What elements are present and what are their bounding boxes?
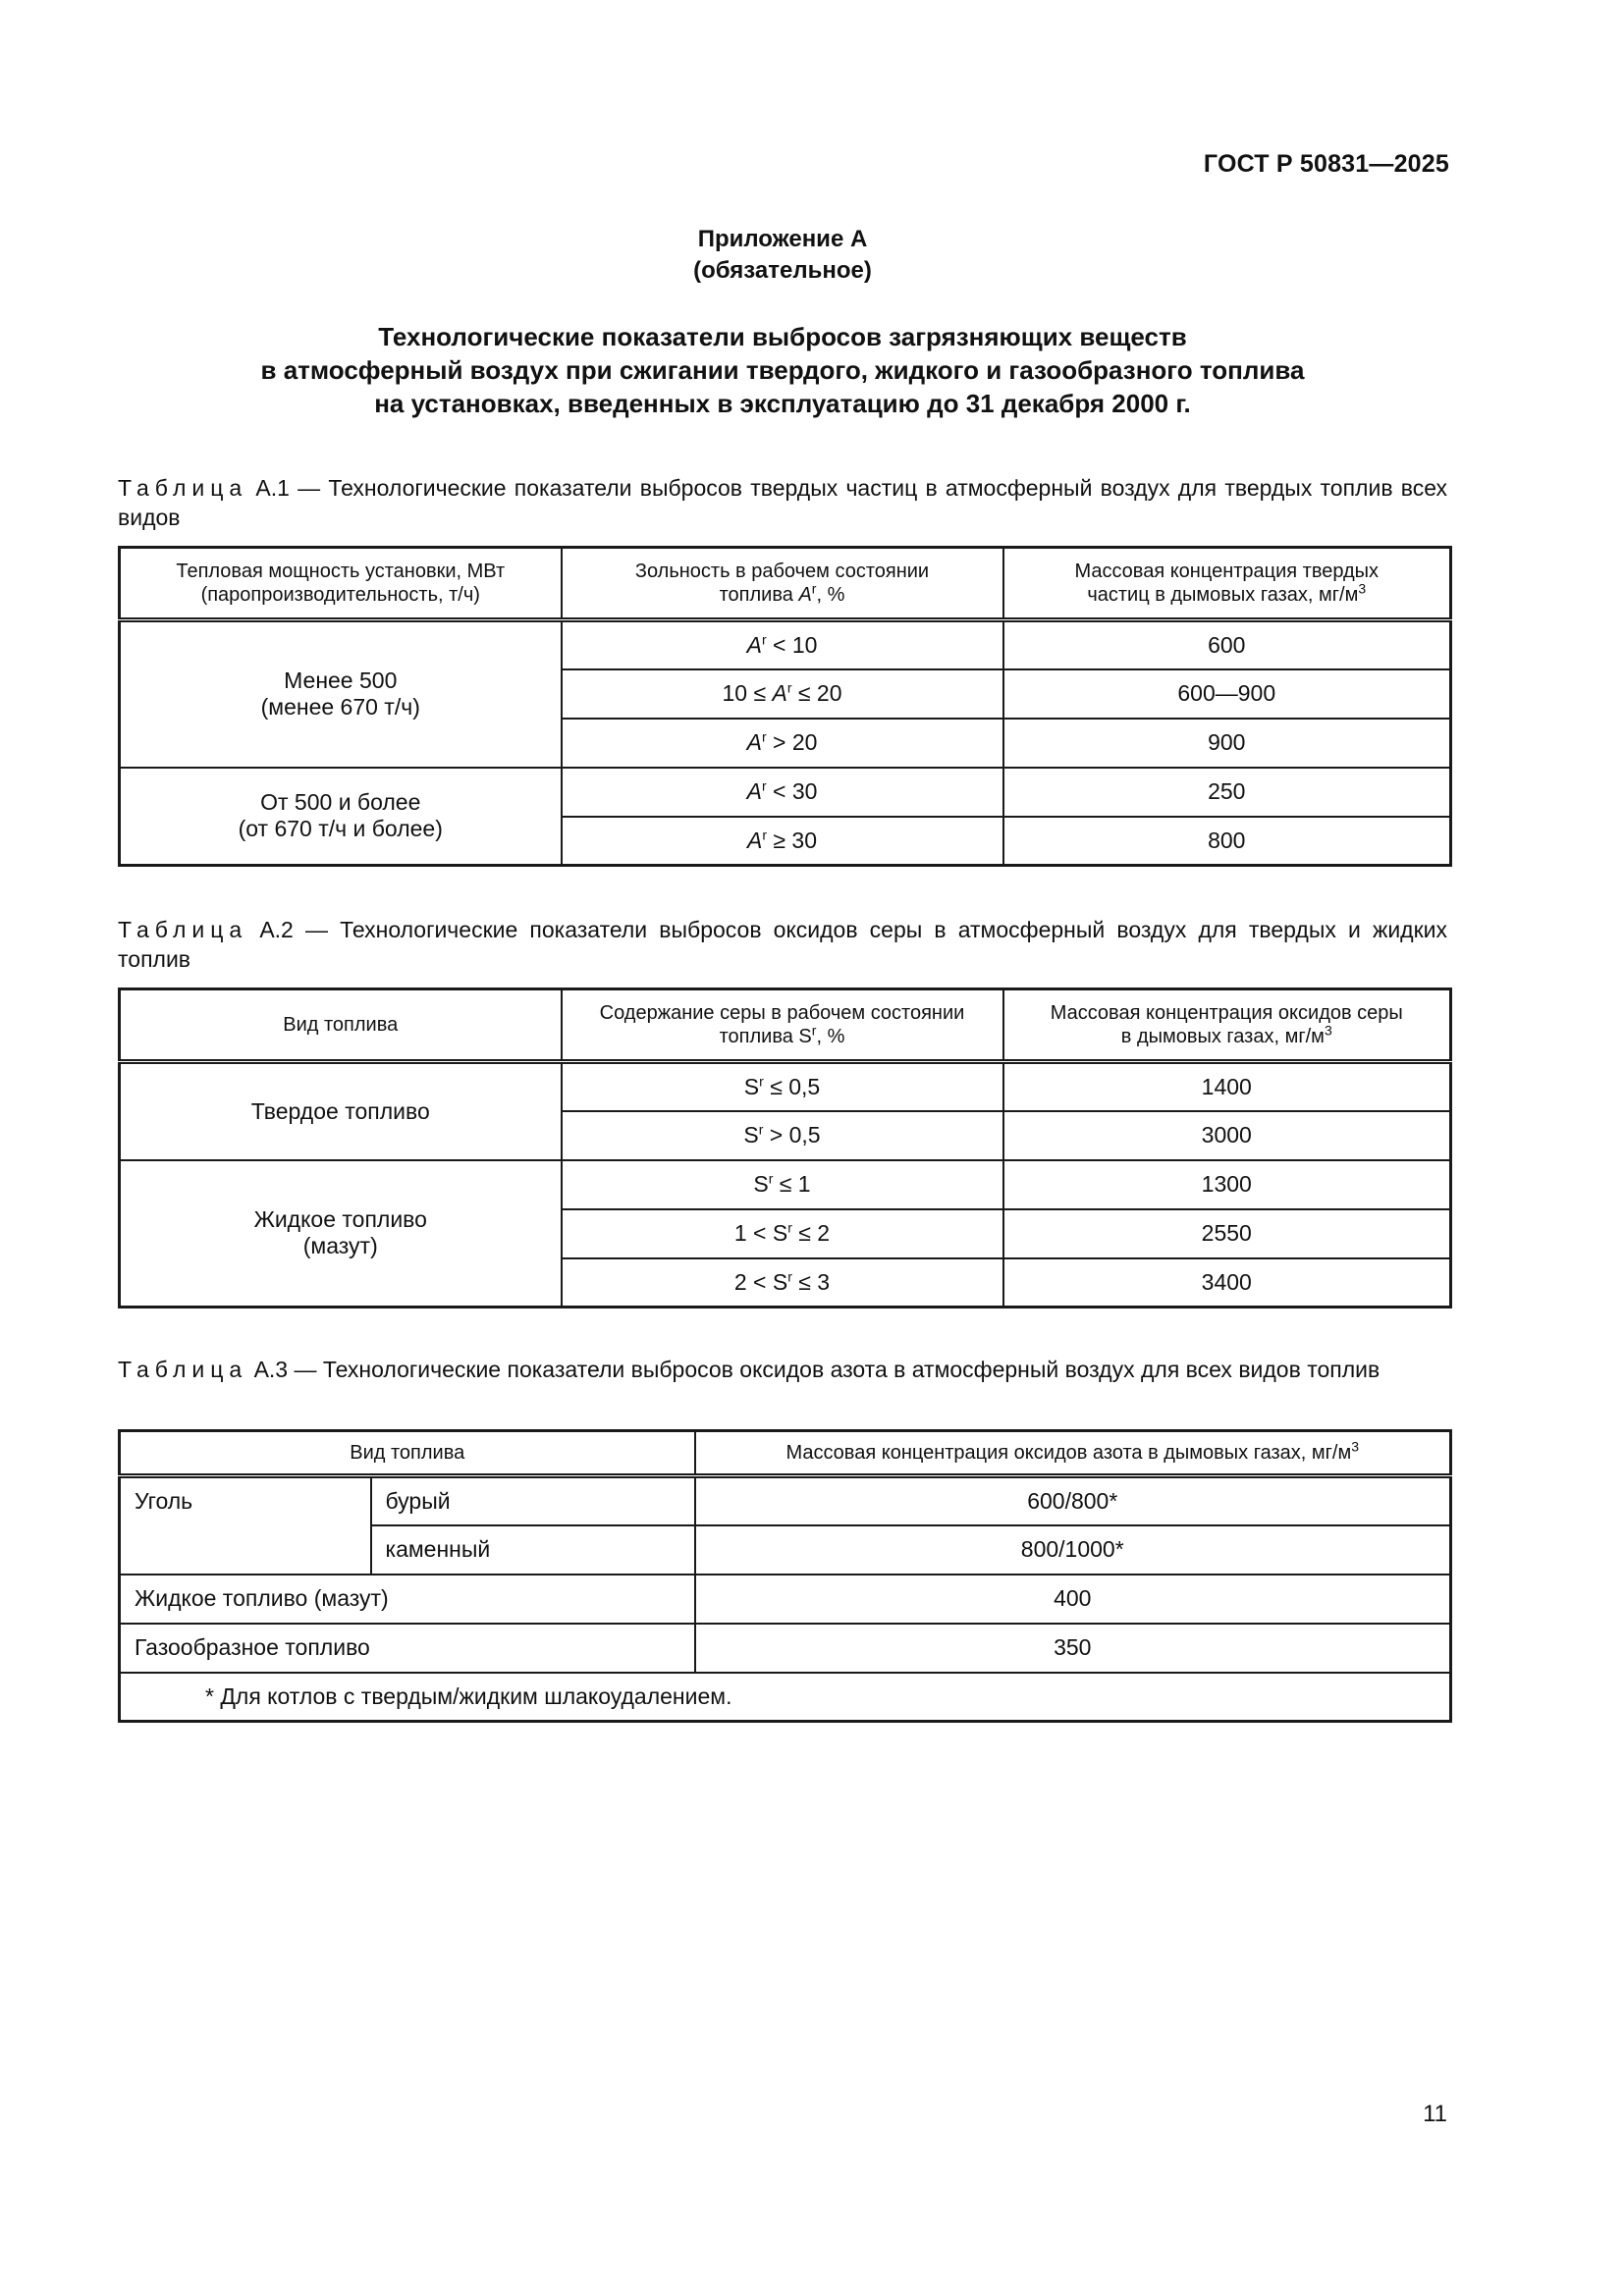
page-number: 11 — [1423, 2101, 1447, 2127]
cell-symbol: A — [746, 778, 762, 804]
value-cell: 600/800* — [695, 1476, 1451, 1525]
cell-symbol: A — [746, 631, 762, 658]
header-cell — [120, 989, 562, 1062]
cell-text: ≤ 2 — [791, 1220, 831, 1246]
annex-status: (обязательное) — [693, 257, 872, 284]
cell-text: (мазут) — [302, 1233, 378, 1259]
annex-heading-line: Технологические показатели выбросов загрязняющих веществ — [378, 322, 1187, 351]
sulfur-cell — [562, 1062, 1003, 1111]
fuel-cell — [120, 1062, 562, 1160]
header-cell — [1003, 989, 1451, 1062]
cell-superscript: r — [761, 777, 767, 794]
header-superscript: r — [811, 580, 817, 597]
cell-superscript: r — [758, 1121, 764, 1138]
value-cell: 400 — [695, 1575, 1451, 1624]
cell-text: 1 < S — [733, 1220, 788, 1246]
table-label: Таблица — [118, 475, 248, 501]
table-a1 — [118, 546, 1452, 867]
header-text: Вид топлива — [283, 1014, 399, 1036]
cell-superscript: r — [787, 1219, 792, 1236]
header-text: , % — [816, 1026, 845, 1047]
header-cell — [562, 989, 1003, 1062]
table-row — [120, 1624, 1451, 1673]
header-text: , % — [816, 584, 845, 606]
header-text: частиц в дымовых газах, мг/м — [1087, 584, 1359, 606]
cell-text: Жидкое топливо — [253, 1206, 427, 1233]
table-row — [120, 1575, 1451, 1624]
ash-cell — [562, 620, 1003, 669]
cell-text: S — [743, 1122, 759, 1148]
table-a3 — [118, 1429, 1452, 1723]
capacity-cell — [120, 768, 562, 866]
cell-text: S — [753, 1171, 769, 1197]
value-cell: 3400 — [1003, 1258, 1451, 1308]
value-cell: 600—900 — [1003, 669, 1451, 719]
cell-text: 2 < S — [733, 1268, 788, 1295]
cell-text: > 0,5 — [763, 1122, 821, 1148]
cell-superscript: r — [761, 728, 767, 745]
header-text: Содержание серы в рабочем состоянии — [599, 1002, 965, 1024]
ash-cell — [562, 669, 1003, 719]
header-text: Массовая концентрация оксидов азота в дымовых газах, мг/м — [785, 1442, 1352, 1464]
cell-text: (от 670 т/ч и более) — [238, 816, 443, 842]
header-symbol: A — [798, 584, 812, 606]
header-cell — [695, 1431, 1451, 1476]
header-text: (паропроизводительность, т/ч) — [200, 584, 480, 606]
coal-type-cell: каменный — [371, 1525, 695, 1575]
table-row — [120, 620, 1451, 669]
header-superscript: r — [811, 1022, 817, 1039]
value-cell: 800 — [1003, 817, 1451, 866]
value-cell: 3000 — [1003, 1111, 1451, 1160]
header-text: топлива — [719, 584, 799, 606]
value-cell: 2550 — [1003, 1209, 1451, 1258]
ash-cell — [562, 817, 1003, 866]
cell-symbol: A — [772, 680, 787, 706]
cell-symbol: A — [746, 729, 762, 755]
fuel-cell — [120, 1160, 562, 1308]
ash-cell — [562, 719, 1003, 768]
annex-heading-line: на установках, введенных в эксплуатацию до 31 декабря 2000 г. — [374, 389, 1191, 418]
value-cell: 900 — [1003, 719, 1451, 768]
cell-superscript: r — [761, 631, 767, 648]
fuel-cell: Жидкое топливо (мазут) — [120, 1575, 695, 1624]
standard-code: ГОСТ Р 50831—2025 — [1203, 150, 1449, 178]
value-cell: 350 — [695, 1624, 1451, 1673]
cell-superscript: r — [786, 679, 792, 696]
header-text: Тепловая мощность установки, МВт — [176, 561, 506, 582]
header-text: Массовая концентрация оксидов серы — [1050, 1002, 1403, 1024]
header-cell — [120, 548, 562, 620]
cell-text: ≤ 0,5 — [763, 1073, 821, 1099]
annex-heading — [118, 320, 1447, 420]
header-superscript: 3 — [1358, 580, 1367, 597]
table-caption-text: А.3 — Технологические показатели выбросов оксидов азота в атмосферный воздух для всех видов топлив — [253, 1357, 1380, 1382]
table-row — [120, 1476, 1451, 1525]
table-caption-text: А.2 — Технологические показатели выбросов оксидов серы в атмосферный воздух для твердых и жидких топлив — [118, 917, 1448, 972]
table-row — [120, 1062, 1451, 1111]
header-cell — [120, 1431, 695, 1476]
fuel-cell: Газообразное топливо — [120, 1624, 695, 1673]
cell-text: ≤ 3 — [791, 1268, 831, 1295]
table-footnote: * Для котлов с твердым/жидким шлакоудалением. — [120, 1673, 1451, 1722]
value-cell: 1400 — [1003, 1062, 1451, 1111]
cell-text: < 10 — [766, 631, 818, 658]
cell-superscript: r — [768, 1170, 774, 1187]
sulfur-cell — [562, 1111, 1003, 1160]
cell-text: Твердое топливо — [250, 1097, 430, 1124]
table-label: Таблица — [118, 917, 248, 942]
header-cell — [562, 548, 1003, 620]
header-superscript: 3 — [1351, 1438, 1360, 1455]
capacity-cell — [120, 620, 562, 768]
header-text: Зольность в рабочем состоянии — [634, 561, 930, 582]
table-a1-caption — [118, 473, 1447, 532]
table-a2-caption — [118, 915, 1447, 974]
table-a3-caption — [118, 1355, 1447, 1384]
value-cell: 250 — [1003, 768, 1451, 817]
sulfur-cell — [562, 1209, 1003, 1258]
value-cell: 600 — [1003, 620, 1451, 669]
ash-cell — [562, 768, 1003, 817]
coal-cell: Уголь — [120, 1476, 371, 1575]
cell-text: От 500 и более — [260, 789, 421, 816]
cell-text: (менее 670 т/ч) — [260, 694, 420, 721]
sulfur-cell — [562, 1160, 1003, 1209]
header-cell — [1003, 548, 1451, 620]
annex-heading-line: в атмосферный воздух при сжигании твердого, жидкого и газообразного топлива — [260, 355, 1305, 385]
table-a2 — [118, 988, 1452, 1308]
cell-text: 10 ≤ — [722, 680, 773, 706]
cell-text: > 20 — [766, 729, 818, 755]
annex-title: Приложение А — [697, 226, 868, 252]
header-text: в дымовых газах, мг/м — [1120, 1026, 1325, 1047]
cell-text: S — [743, 1073, 760, 1099]
coal-type-cell: бурый — [371, 1476, 695, 1525]
header-superscript: 3 — [1324, 1022, 1332, 1039]
cell-symbol: A — [746, 827, 763, 853]
cell-superscript: r — [759, 1073, 764, 1090]
header-text: топлива S — [719, 1026, 812, 1047]
cell-text: ≥ 30 — [767, 827, 817, 853]
value-cell: 1300 — [1003, 1160, 1451, 1209]
cell-text: < 30 — [766, 778, 818, 804]
table-label: Таблица — [118, 1357, 248, 1382]
table-row — [120, 768, 1451, 817]
header-text: Массовая концентрация твердых — [1074, 561, 1380, 582]
table-row — [120, 1673, 1451, 1722]
cell-text: ≤ 1 — [773, 1171, 811, 1197]
cell-superscript: r — [762, 827, 767, 843]
table-row — [120, 1160, 1451, 1209]
cell-text: Менее 500 — [284, 667, 398, 694]
cell-text: ≤ 20 — [791, 680, 842, 706]
cell-superscript: r — [787, 1268, 792, 1285]
table-caption-text: А.1 — Технологические показатели выбросов твердых частиц в атмосферный воздух для твердых топлив всех видов — [118, 475, 1448, 530]
header-text: Вид топлива — [350, 1442, 465, 1464]
sulfur-cell — [562, 1258, 1003, 1308]
value-cell: 800/1000* — [695, 1525, 1451, 1575]
